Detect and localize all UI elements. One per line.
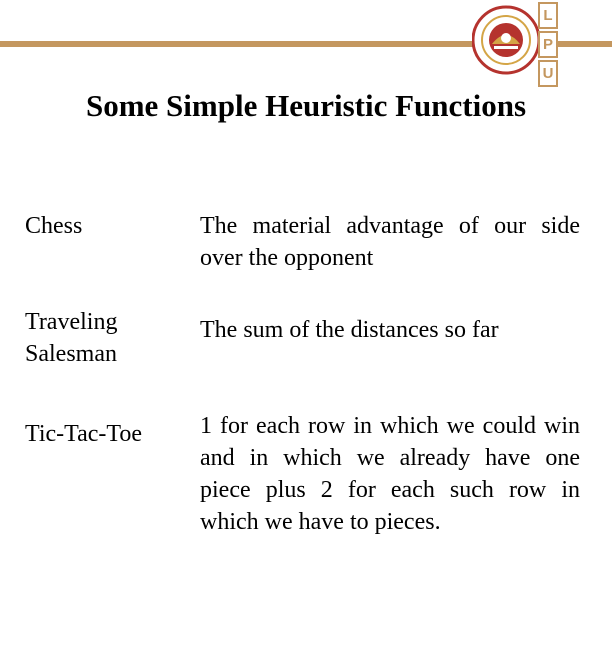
header-rule-left: [0, 41, 474, 47]
slide-title: Some Simple Heuristic Functions: [85, 88, 527, 123]
row-term: Traveling Salesman: [25, 309, 118, 367]
university-seal-logo: [472, 0, 540, 82]
row-term: Chess: [25, 213, 83, 239]
logo-letter-l: L: [538, 2, 558, 29]
row-description: The sum of the distances so far: [200, 317, 499, 343]
row-description: The material advantage of our side over the opponent: [200, 213, 580, 271]
lpu-logo: [538, 2, 558, 89]
logo-letter-u: U: [538, 60, 558, 87]
header-rule-right: [558, 41, 612, 47]
row-term: Tic-Tac-Toe: [25, 421, 143, 447]
logo-letter-p: P: [538, 31, 558, 58]
row-description: 1 for each row in which we could win and in which we already have one piece plus 2 for each such row in which we have to pieces.: [200, 413, 580, 535]
